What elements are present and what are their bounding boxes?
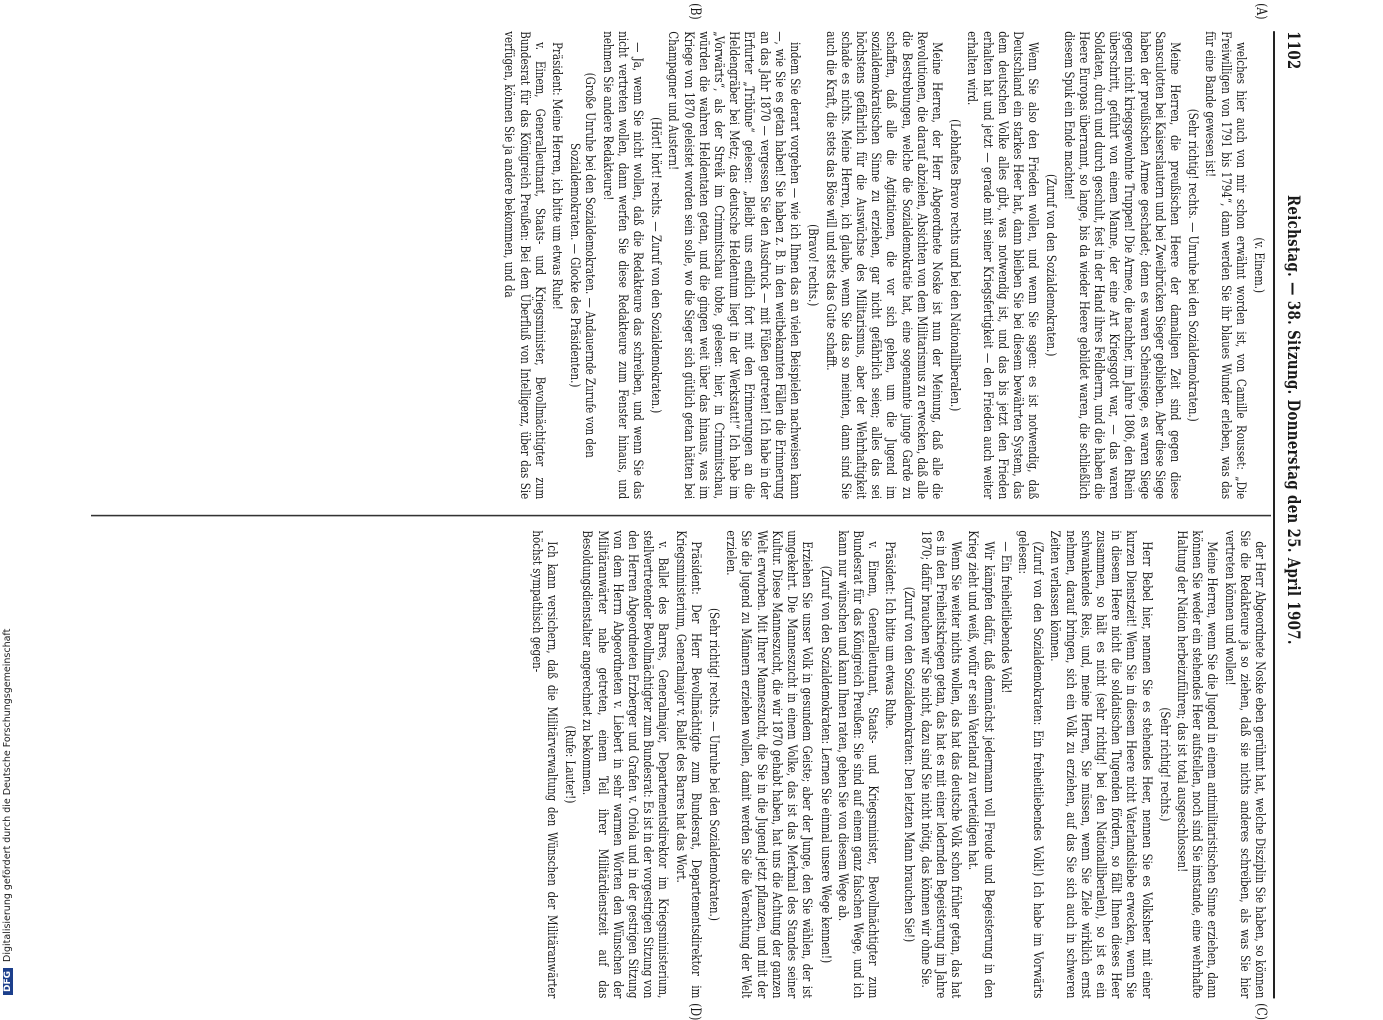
paragraph: (Zuruf von den Sozialdemokraten: Den letzten Mann brauchen Sie!)	[900, 586, 916, 943]
paragraph: welches hier auch von mir schon erwähnt worden ist, von Camille Rousset: „Die Freiwilligen von 1791 bis 1794“, dann werden Sie ihr blaues Wunder erleben, was das für eine Bande gewesen ist!	[1202, 31, 1248, 500]
paragraph: (Rufe: Lauter!)	[562, 725, 578, 804]
paragraph: Wenn Sie weiter nichts wollen, das hat das deutsche Volk schon früher getan, das hat es in den Freiheitskriegen getan, das hat es mit einer lodernden Begeisterung im Jahre 1870; dafür brauchen wir Sie nicht, dazu sind Sie nicht nötig, das können wir ohne Sie.	[917, 530, 964, 999]
paragraph: (Zuruf von den Sozialdemokraten.)	[1043, 174, 1059, 357]
paragraph: der Herr Abgeordnete Noske eben gerühmt hat, welche Disziplin Sie haben, so können Sie die Redakteure ja so ziehen, daß sie nichts anderes schreiben, als was Sie hier vertreten können und wollen!	[1221, 530, 1267, 999]
paragraph: Präsident: Der Herr Bevollmächtigte zum Bundesrat, Departementsdirektor im Kriegsministerium, Generalmajor v. Ballet des Barres hat das Wort.	[672, 530, 703, 999]
header-rule	[1273, 31, 1275, 998]
paragraph: indem Sie derart vorgehen — wie ich Ihnen das an vielen Beispielen nachweisen kann —, wie Sie es getan haben! Sie haben z. B. in den weitbekannten Fällen die Erinnerung an das Jahr 1870 — vergessen Sie den Ausdruck — mit Füßen getreten! Ich habe in der Erfurter „Tribüne“ gelesen: „Bleibt uns endlich fort mit den Erinnerungen an die Heldengräber bei Metz; das deutsche Heldentum liegt in der Werkstatt!“ Ich habe im „Vorwärts“, als der Streik im Crimmitschau tobte, gelesen: hier, in Crimmitschau, würden die wahren Heldentaten getan, und die gingen weit über das hinaus, was im Kriege von 1870 geleistet worden sein solle, wo die Sieger sich gütlich getan hätten bei Champagner und Austern!	[665, 31, 803, 500]
paragraph: (Zuruf von den Sozialdemokraten: Lernen Sie einmal unsere Wege kennen!)	[817, 565, 833, 964]
margin-mark-d: (D)	[687, 1003, 703, 1020]
paragraph: Präsident: Meine Herren, ich bitte um etwas Ruhe!	[549, 42, 565, 310]
page-header	[1277, 31, 1303, 998]
paragraph: (Hört! hört! rechts. — Zuruf von den Sozialdemokraten.)	[648, 117, 664, 414]
paragraph: Erziehen Sie unser Volk in gesundem Geiste; aber der Junge, den Sie wählen, der ist umgekehrt. Die Manneszucht in einem Volke, das ist das Merkmal des Standes seiner Kultur. Diese Manneszucht, die wir 1870 gehabt haben, hat uns die Achtung der ganzen Welt erworben. Mit Ihrer Manneszucht, die Sie in die Jugend jetzt pflanzen, und mit der Sie die Jugend zu Männern erziehen wollen, damit werden Sie die Verachtung der Welt erzielen.	[723, 530, 815, 999]
digitization-footer	[2, 595, 13, 995]
document-sheet	[83, 3, 1303, 1020]
paragraph: v. Einem, Generalleutnant, Staats- und Kriegsminister, Bevollmächtigter zum Bundesrat für das Königreich Preußen: Sie sind auf einem ganz falschen Wege, und ich kann nur wünschen und kann Ihnen raten, gehen Sie von diesem Wege ab.	[834, 530, 881, 999]
margin-mark-b: (B)	[687, 3, 703, 20]
paragraph: Ich kann versichern, daß die Militärverwaltung den Wünschen der Militäranwärter höchst sympathisch gegen-	[528, 530, 560, 999]
running-title: Reichstag. — 38. Sitzung. Donnerstag den 25. April 1907.	[1283, 195, 1303, 645]
paragraph: — Ja, wenn Sie nicht wollen, daß die Redakteure das schreiben, und wenn Sie das nicht vertreten wollen, dann werfen Sie diese Redakteure zum Fenster hinaus, und nehmen Sie andere Redakteure!	[599, 31, 646, 500]
page-number: 1102	[1283, 31, 1303, 70]
paragraph: (Zuruf von den Sozialdemokraten: Ein freiheitliebendes Volk!) Ich habe im Vorwärts gelesen:	[1014, 530, 1046, 999]
margin-mark-c: (C)	[1253, 1003, 1269, 1020]
footer-text: Digitalisierung gefördert durch die Deutsche Forschungsgemeinschaft	[2, 628, 13, 962]
paragraph: (Große Unruhe bei den Sozialdemokraten. — Andauernde Zurufe von den Sozialdemokraten. — Glocke des Präsidenten.)	[567, 72, 598, 458]
paragraph: (Lebhaftes Bravo rechts und bei den Nationalliberalen.)	[947, 119, 963, 412]
paragraph: Herr Bebel hier, nennen Sie es stehendes Heer, nennen Sie es Volksheer mit einer kurzen Dienstzeit! Wenn Sie in diesem Heere nicht Vaterlandsliebe erwecken, wenn Sie in diesem Heere nicht die soldatischen Tugenden fördern, so fällt Ihnen dieses Heer zusammen, so hält es nicht (sehr richtig! bei den Nationalliberalen), so ist es ein schwankendes Reis, und, meine Herren, Sie müssen, wenn Sie Ziele wirklich ernst nehmen, darauf bringen, sich ein Volk zu erziehen, auf das Sie sich auch in schweren Zeiten verlassen können.	[1047, 530, 1154, 999]
margin-mark-a: (A)	[1253, 3, 1269, 20]
paragraph: (Sehr richtig! rechts.)	[1156, 707, 1172, 822]
paragraph: Präsident: Ich bitte um etwas Ruhe.	[882, 541, 898, 729]
paragraph: Wenn Sie also den Frieden wollen, und wenn Sie sagen: es ist notwendig, daß Deutschland ein starkes Heer hat, dann bleiben Sie bei diesem bewährten System, das dem deutschen Volke alles gibt, was notwendig ist, und das bis jetzt den Frieden erhalten hat und jetzt — gerade mit seiner Kriegsfertigkeit — den Frieden auch weiter erhalten wird.	[964, 31, 1041, 500]
paragraph: (v. Einem.)	[1251, 237, 1266, 294]
paragraph: — Ein freiheitliebendes Volk!	[997, 541, 1013, 694]
paragraph: Meine Herren, der Herr Abgeordnete Noske ist nun der Meinung, daß alle die Revolutionen, die darauf abzielen, Absichten von dem Militarismus zu erwecken, daß alle die Bestrebungen, welche die Sozialdemokratie hat, eine sogenannte junge Garde zu schaffen, daß alle die Agitationen, die vor sich gehen, um die Jugend im sozialdemokratischen Sinne zu erziehen, gar nicht gefährlich seien; alles das sei höchstens gefährlich für die Auswüchse des Militarismus, aber der Wehrhaftigkeit schade es nichts. Meine Herren, ich glaube, wenn Sie das so meinten, dann sind Sie auch die Kraft, die stets das Böse will und stets das Gute schafft.	[822, 31, 944, 500]
paragraph: (Sehr richtig! rechts. — Unruhe bei den Sozialdemokraten.)	[1185, 108, 1201, 422]
paragraph: Meine Herren, wenn Sie die Jugend in einem antimilitaristischen Sinne erziehen, dann können Sie weder ein stehendes Heer aufstellen, noch sind Sie imstande, eine wehrhafte Haltung der Nation herbeizuführen; das ist total ausgeschlossen!	[1173, 530, 1220, 999]
right-column	[527, 530, 1267, 998]
paragraph: Meine Herren, die preußischen Heere der damaligen Zeit sind gegen diese Sansculotten bei Kaiserslautern und bei Zweibrücken Sieger geblieben. Aber diese Siege haben der preußischen Armee geschadet; denn es waren Scheinsiege, es waren Siege gegen nicht kriegsgewohnte Truppen! Die Armee, die nachher, im Jahre 1806, den Rhein überschritt, geführt von einem Manne, der eine Art Kriegsgott war, — das waren Soldaten, durch und durch geschult, fest in der Hand ihres Feldherrn, und die haben die Heere Europas überrannt, so lange, bis da wieder Heere gebildet waren, die schließlich diesem Spuk ein Ende machten!	[1060, 31, 1182, 500]
paragraph: v. Ballet des Barres, Generalmajor, Departementsdirektor im Kriegsministerium, stellvertretender Bevollmächtigter zum Bundesrat: Es ist in der vorgestrigen Sitzung von den Herren Abgeordneten Erzberger und Grafen v. Oriola und in der gestrigen Sitzung von dem Herrn Abgeordneten v. Liebert in sehr warmen Worten den Wünschen der Militäranwärter nahe getreten, einem Teil ihrer Militärdienstzeit auf das Besoldungsdienstalter angerechnet zu bekommen.	[579, 530, 671, 999]
paragraph: v. Einem, Generalleutnant, Staats- und Kriegsminister, Bevollmächtigter zum Bundesrat für das Königreich Preußen: Bei dem Überfluß von Intelligenz, über das Sie verfügen, können Sie ja andere bekommen, und da	[501, 31, 547, 500]
left-column	[499, 31, 1267, 499]
paragraph: (Bravo! rechts.)	[805, 224, 821, 307]
paragraph: (Sehr richtig! rechts. — Unruhe bei den Sozialdemokraten.)	[706, 607, 722, 921]
column-divider	[91, 515, 1271, 516]
dfg-logo: DFG	[3, 968, 13, 995]
paragraph: Wir kämpfen dafür, daß demnächst jedermann voll Freude und Begeisterung in den Krieg zieht und weiß, wofür er sein Vaterland zu verteidigen hat.	[965, 530, 996, 999]
